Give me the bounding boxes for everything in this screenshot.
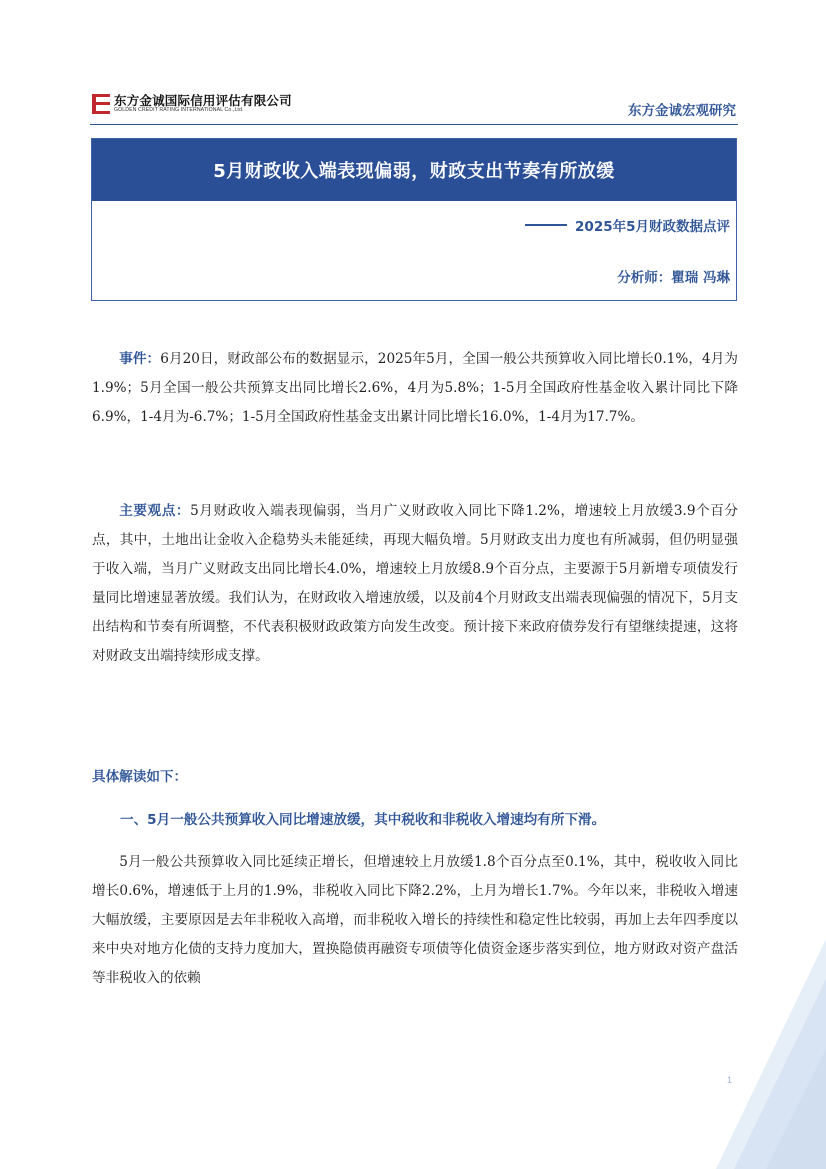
report-title: 5月财政收入端表现偏弱，财政支出节奏有所放缓: [213, 161, 615, 182]
corner-decoration: [716, 939, 826, 1169]
header-divider: [90, 124, 738, 125]
title-box: [91, 138, 737, 301]
page-number: 1: [726, 1075, 732, 1085]
views-text: 5月财政收入端表现偏弱，当月广义财政收入同比下降1.2%，增速较上月放缓3.9个百分点，其中，土地出让金收入企稳势头未能延续，再现大幅负增。5月财政支出力度也有所减弱，但仍明显强于收入端，当月广义财政支出同比增长4.0%，增速较上月放缓8.9个百分点，主要源于5月新增专项债发行量同比增速显著放缓。我们认为，在财政收入增速放缓，以及前4个月财政支出端表现偏强的情况下，5月支出结构和节奏有所调整，不代表积极财政政策方向发生改变。预计接下来政府债券发行有望继续提速，这将对财政支出端持续形成支撑。: [92, 503, 739, 664]
report-subtitle: 2025年5月财政数据点评: [575, 219, 730, 235]
section1-paragraph: 5月一般公共预算收入同比延续正增长，但增速较上月放缓1.8个百分点至0.1%，其中，税收收入同比增长0.6%，增速低于上月的1.9%，非税收入同比下降2.2%，上月为增长1.7%。今年以来，非税收入增速大幅放缓，主要原因是去年非税收入高增，而非税收入增长的持续性和稳定性比较弱，再加上去年四季度以来中央对地方化债的支持力度加大，置换隐债再融资专项债等化债资金逐步落实到位，地方财政对资产盘活等非税收入的依赖: [92, 854, 738, 986]
section1-heading: 一、5月一般公共预算收入同比增速放缓，其中税收和非税收入增速均有所下滑。: [120, 812, 606, 828]
company-name-en: GOLDEN CREDIT RATING INTERNATIONAL Co.,Ltd.: [114, 107, 244, 113]
analyst-names: 分析师：瞿瑞 冯琳: [617, 270, 730, 286]
views-paragraph: [92, 497, 738, 671]
report-subtitle-row: [525, 215, 730, 235]
research-label: 东方金诚宏观研究: [628, 103, 736, 119]
logo-mark-icon: [92, 94, 110, 114]
company-logo: [92, 92, 292, 116]
event-label: 事件：: [119, 351, 161, 367]
company-name-cn: 东方金诚国际信用评估有限公司: [114, 93, 292, 108]
views-label: 主要观点：: [119, 503, 191, 519]
event-paragraph: [92, 345, 738, 432]
detail-heading: 具体解读如下：: [92, 769, 188, 785]
event-text: 6月20日，财政部公布的数据显示，2025年5月，全国一般公共预算收入同比增长0.1%，4月为1.9%；5月全国一般公共预算支出同比增长2.6%，4月为5.8%；1-5月全国政府性基金收入累计同比下降6.9%，1-4月为-6.7%；1-5月全国政府性基金支出累计同比增长16.0%，1-4月为17.7%。: [92, 351, 738, 425]
title-band: [92, 139, 736, 201]
subtitle-dash: [525, 224, 567, 226]
